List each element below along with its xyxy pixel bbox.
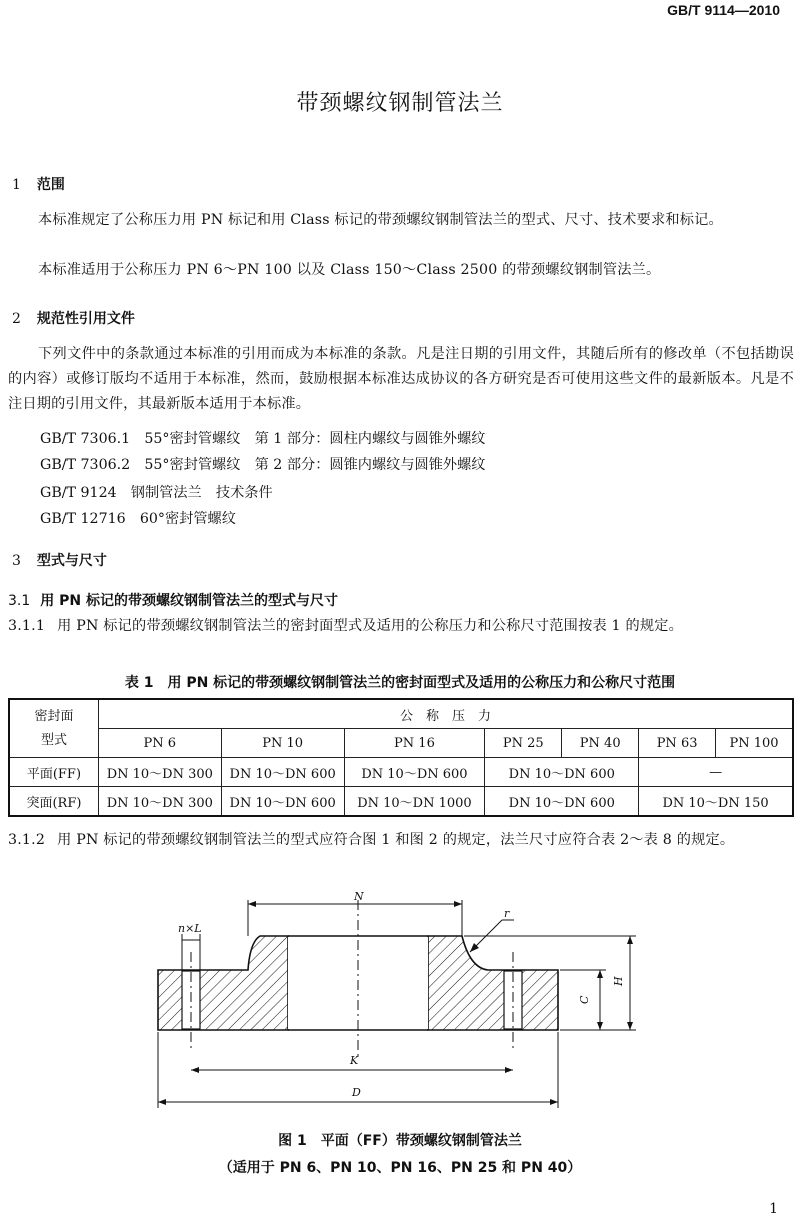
- section-title: 用 PN 标记的带颈螺纹钢制管法兰的型式与尺寸: [40, 593, 338, 609]
- dim-label-K: K: [350, 1054, 359, 1067]
- clause-3-1-2: [8, 828, 794, 853]
- pressure-header: PN 100: [716, 729, 793, 758]
- clause-3-1-1: [8, 614, 794, 639]
- table-1: [8, 698, 794, 817]
- section-1-paragraph-1: 本标准规定了公称压力用 PN 标记和用 Class 标记的带颈螺纹钢制管法兰的型式、尺寸、技术要求和标记。: [38, 212, 723, 228]
- reference-item: GB/T 9124 钢制管法兰 技术条件: [40, 485, 273, 501]
- face-type: 平面(FF): [9, 758, 98, 787]
- range-cell: DN 10～DN 600: [485, 758, 639, 787]
- clause-number: 3.1.2: [8, 832, 46, 848]
- figure-1-drawing: [130, 890, 670, 1120]
- section-number: 3.1: [8, 593, 31, 609]
- reference-item: GB/T 12716 60°密封管螺纹: [40, 511, 236, 527]
- reference-item: GB/T 7306.2 55°密封管螺纹 第 2 部分：圆锥内螺纹与圆锥外螺纹: [40, 457, 486, 473]
- section-number: 1: [12, 177, 21, 193]
- range-cell: DN 10～DN 600: [221, 758, 344, 787]
- dim-label-D: D: [352, 1086, 361, 1099]
- corner-line-2: 型式: [40, 732, 67, 748]
- face-type: 突面(RF): [9, 787, 98, 817]
- section-2-paragraph: 下列文件中的条款通过本标准的引用而成为本标准的条款。凡是注日期的引用文件，其随后所有的修改单（不包括勘误的内容）或修订版均不适用于本标准，然而，鼓励根据本标准达成协议的各方研究是否可使用这些文件的最新版本。凡是不注日期的引用文件，其最新版本适用于本标准。: [8, 346, 794, 412]
- dim-label-C: C: [578, 995, 591, 1004]
- clause-text: 用 PN 标记的带颈螺纹钢制管法兰的密封面型式及适用的公称压力和公称尺寸范围按表 1 的规定。: [57, 618, 684, 634]
- section-title: 规范性引用文件: [36, 311, 135, 327]
- dim-label-r: r: [504, 907, 510, 920]
- pressure-header: PN 25: [485, 729, 562, 758]
- table-corner-cell: [9, 699, 98, 758]
- dim-label-nL: n×L: [178, 922, 202, 935]
- clause-number: 3.1.1: [8, 618, 46, 634]
- section-title: 型式与尺寸: [36, 553, 107, 569]
- pressure-header: PN 10: [221, 729, 344, 758]
- range-cell: DN 10～DN 600: [344, 758, 485, 787]
- table-1-caption: 表 1 用 PN 标记的带颈螺纹钢制管法兰的密封面型式及适用的公称压力和公称尺寸范围: [124, 675, 676, 691]
- range-cell: —: [639, 758, 793, 787]
- section-title: 范围: [36, 177, 65, 193]
- figure-1-caption: 图 1 平面（FF）带颈螺纹钢制管法兰: [278, 1133, 522, 1149]
- section-1-paragraph-2: 本标准适用于公称压力 PN 6～PN 100 以及 Class 150～Class 2500 的带颈螺纹钢制管法兰。: [38, 262, 661, 278]
- pressure-group-header: 公 称 压 力: [98, 699, 793, 729]
- table-row: [9, 787, 793, 817]
- section-number: 3: [12, 553, 21, 569]
- document-title: 带颈螺纹钢制管法兰: [296, 91, 504, 116]
- range-cell: DN 10～DN 150: [639, 787, 793, 817]
- clause-text: 用 PN 标记的带颈螺纹钢制管法兰的型式应符合图 1 和图 2 的规定，法兰尺寸应符合表 2～表 8 的规定。: [57, 832, 735, 848]
- pressure-header: PN 40: [562, 729, 639, 758]
- reference-item: GB/T 7306.1 55°密封管螺纹 第 1 部分：圆柱内螺纹与圆锥外螺纹: [40, 431, 486, 447]
- corner-line-1: 密封面: [34, 708, 74, 724]
- section-1-heading: [12, 174, 65, 194]
- figure-1-subcaption: （适用于 PN 6、PN 10、PN 16、PN 25 和 PN 40）: [218, 1160, 582, 1176]
- standard-number: GB/T 9114—2010: [667, 2, 780, 18]
- pressure-header: PN 6: [98, 729, 221, 758]
- section-3-heading: [12, 550, 107, 570]
- pressure-header: PN 16: [344, 729, 485, 758]
- dim-label-H: H: [612, 976, 625, 986]
- pressure-header: PN 63: [639, 729, 716, 758]
- range-cell: DN 10～DN 300: [98, 787, 221, 817]
- range-cell: DN 10～DN 300: [98, 758, 221, 787]
- section-2-heading: [12, 308, 135, 328]
- section-3-1-heading: [8, 590, 338, 610]
- section-number: 2: [12, 311, 21, 327]
- range-cell: DN 10～DN 600: [485, 787, 639, 817]
- range-cell: DN 10～DN 600: [221, 787, 344, 817]
- table-row: [9, 758, 793, 787]
- range-cell: DN 10～DN 1000: [344, 787, 485, 817]
- dim-label-N: N: [354, 890, 364, 903]
- page-number: 1: [769, 1201, 778, 1217]
